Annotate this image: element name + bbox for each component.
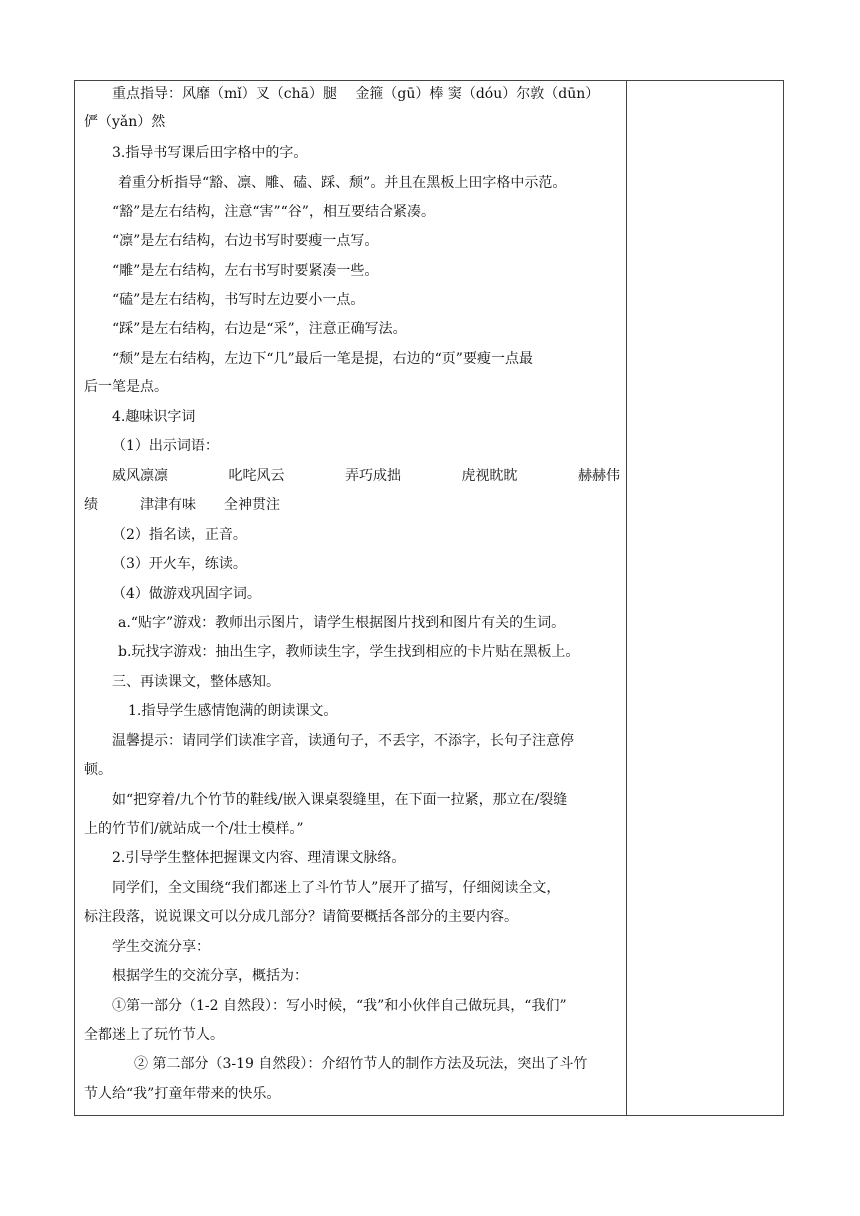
text-line: ② 第二部分（3-19 自然段）：介绍竹节人的制作方法及玩法，突出了斗竹 bbox=[134, 1056, 588, 1072]
text-line: 4.趣味识字词 bbox=[112, 409, 196, 425]
text-line: “颓”是左右结构，左边下“几”最后一笔是提，右边的“页”要瘦一点最 bbox=[112, 351, 533, 367]
text-line: ①第一部分（1-2 自然段）：写小时候，“我”和小伙伴自己做玩具，“我们” bbox=[112, 998, 567, 1014]
text-line: （2）指名读，正音。 bbox=[112, 527, 247, 543]
text-line: 1.指导学生感情饱满的朗读课文。 bbox=[128, 703, 338, 719]
text-line: 根据学生的交流分享，概括为： bbox=[112, 968, 308, 984]
text-line: 俨（yǎn）然 bbox=[84, 114, 166, 130]
text-line: 温馨提示：请同学们读准字音，读通句子，不丢字，不添字，长句子注意停 bbox=[112, 733, 574, 749]
word-item: 虎视眈眈 bbox=[461, 468, 518, 484]
word-item: 叱咤风云 bbox=[228, 468, 285, 484]
text-line: “踩”是左右结构，右边是“采”，注意正确写法。 bbox=[112, 321, 407, 337]
text-line: 同学们，全文围绕“我们都迷上了斗竹节人”展开了描写，仔细阅读全文， bbox=[112, 880, 561, 896]
text-line: a.“贴字”游戏：教师出示图片，请学生根据图片找到和图片有关的生词。 bbox=[118, 615, 566, 631]
text-line: “凛”是左右结构，右边书写时要瘦一点写。 bbox=[112, 233, 379, 249]
text-line: “雕”是左右结构，左右书写时要紧凑一些。 bbox=[112, 263, 379, 279]
word-row bbox=[84, 466, 620, 486]
text-line: 后一笔是点。 bbox=[84, 379, 168, 395]
text-line: 着重分析指导“豁、凛、雕、磕、踩、颓”。并且在黑板上田字格中示范。 bbox=[118, 175, 567, 191]
text-line: 学生交流分享： bbox=[112, 939, 210, 955]
text-line: 顿。 bbox=[84, 762, 112, 778]
word-item: 威风凛凛 bbox=[112, 468, 168, 484]
text-line: 绩 津津有味 全神贯注 bbox=[84, 497, 280, 513]
text-line: 3.指导书写课后田字格中的字。 bbox=[112, 145, 308, 161]
text-line: 三、再读课文，整体感知。 bbox=[112, 674, 280, 690]
text-line: 如“把穿着/九个竹节的鞋线/嵌入课桌裂缝里，在下面一拉紧，那立在/裂缝 bbox=[112, 792, 568, 808]
text-line: 重点指导：风靡（mǐ）叉（chā）腿 金箍（gū）棒 窦（dóu）尔敦（dūn） bbox=[112, 86, 600, 102]
text-line: （1）出示词语： bbox=[112, 438, 219, 454]
text-line: 标注段落，说说课文可以分成几部分？请简要概括各部分的主要内容。 bbox=[84, 909, 518, 925]
text-line: 节人给“我”打童年带来的快乐。 bbox=[84, 1086, 281, 1102]
text-line: （3）开火车，练读。 bbox=[112, 556, 247, 572]
text-line: 上的竹节们/就站成一个/壮士模样。” bbox=[84, 821, 304, 837]
text-line: 2.引导学生整体把握课文内容、理清课文脉络。 bbox=[112, 850, 406, 866]
word-item: 赫赫伟 bbox=[578, 468, 620, 484]
text-line: “磕”是左右结构，书写时左边要小一点。 bbox=[112, 292, 365, 308]
word-item: 弄巧成拙 bbox=[345, 468, 401, 484]
text-line: b.玩找字游戏：抽出生字，教师读生字，学生找到相应的卡片贴在黑板上。 bbox=[118, 644, 580, 660]
text-line: 全都迷上了玩竹节人。 bbox=[84, 1027, 224, 1043]
text-line: “豁”是左右结构，注意“害”“谷”，相互要结合紧凑。 bbox=[112, 204, 435, 220]
column-divider bbox=[626, 80, 627, 1116]
text-line: （4）做游戏巩固字词。 bbox=[112, 586, 261, 602]
